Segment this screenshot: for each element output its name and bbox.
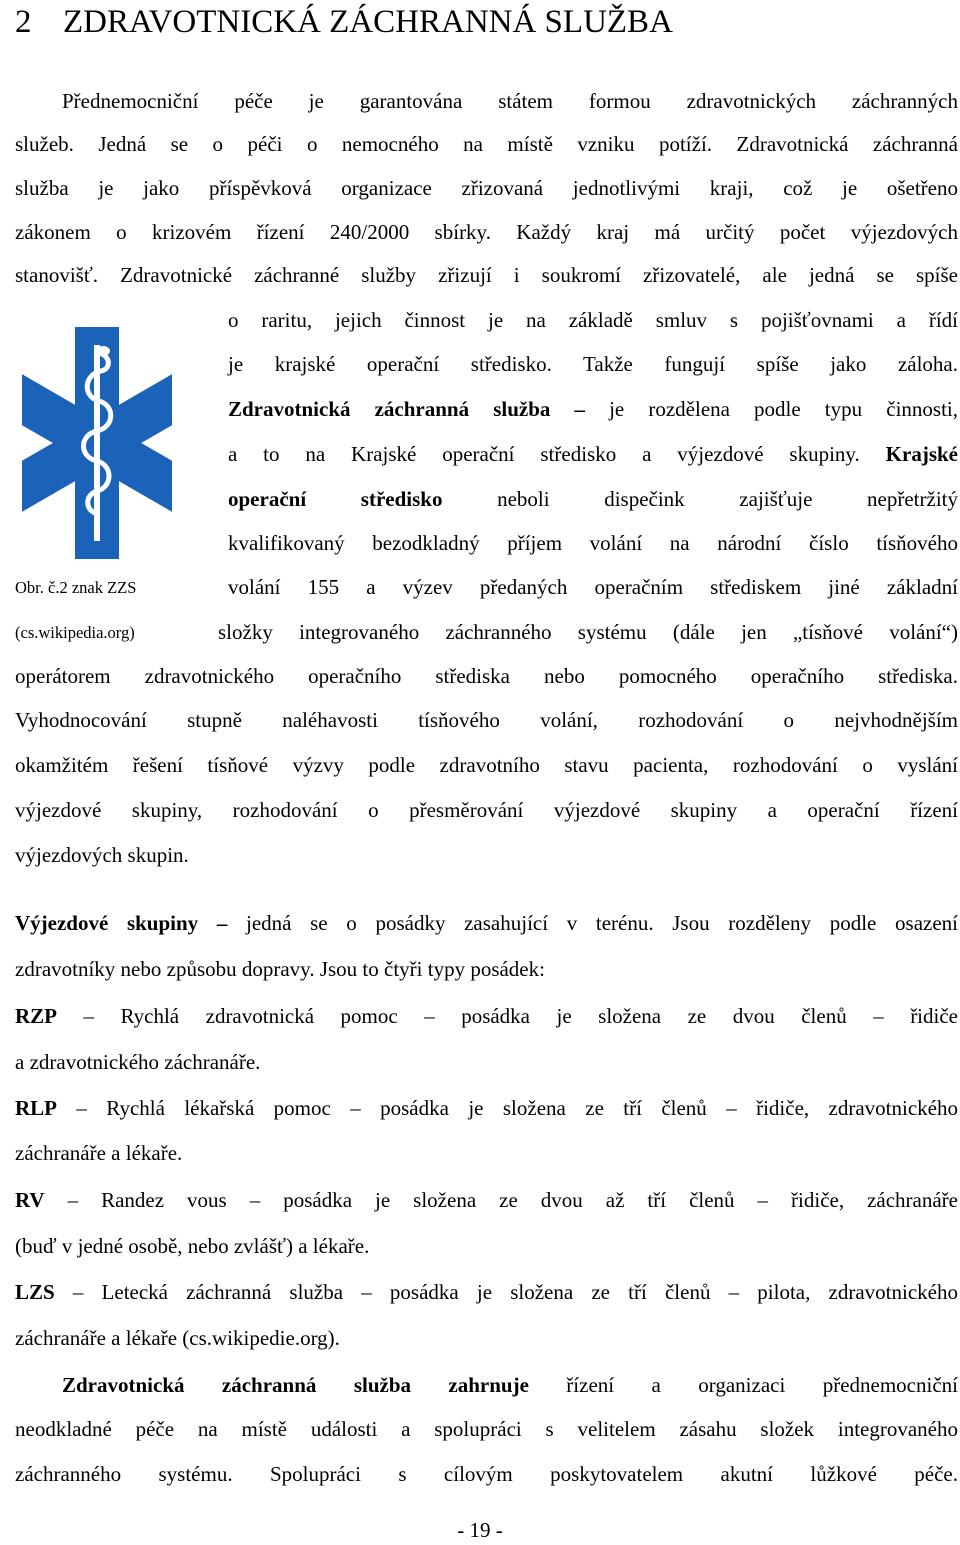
chapter-title: ZDRAVOTNICKÁ ZÁCHRANNÁ SLUŽBA	[63, 4, 673, 40]
para1-line-3: služba je jako příspěvková organizace zřizovaná jednotlivými kraji, což je ošetřeno	[15, 176, 958, 200]
groups-term: Výjezdové skupiny –	[15, 911, 228, 935]
chapter-heading	[15, 2, 673, 42]
page-number: - 19 -	[457, 1518, 503, 1542]
para1-line-5: stanovišť. Zdravotnické záchranné služby zřizují i soukromí zřizovatelé, ale jedná se spíše	[15, 263, 958, 287]
para1-line-15: Vyhodnocování stupně naléhavosti tísňového volání, rozhodování o nejvhodnějším	[15, 708, 958, 732]
star-of-life-icon	[22, 318, 172, 568]
para1-line-12: volání 155 a výzev předaných operačním střediskem jiné základní	[228, 575, 958, 599]
closing-term: Zdravotnická záchranná služba zahrnuje	[62, 1373, 529, 1397]
rzp-line-1: RZP – Rychlá zdravotnická pomoc – posádka je složena ze dvou členů – řidiče	[15, 1004, 958, 1028]
chapter-number: 2	[15, 4, 32, 40]
rlp-line-2: záchranáře a lékaře.	[15, 1141, 183, 1165]
rv-abbrev: RV	[15, 1188, 45, 1212]
kos-term-part1: Krajské	[885, 442, 958, 466]
para1-line-1: Přednemocniční péče je garantována státem formou zdravotnických záchranných	[62, 89, 958, 113]
rzp-abbrev: RZP	[15, 1004, 57, 1028]
para1-line-9: a to na Krajské operační středisko a výjezdové skupiny. Krajské	[228, 442, 958, 466]
zzs-term: Zdravotnická záchranná služba –	[228, 397, 585, 421]
para1-line-17: výjezdové skupiny, rozhodování o přesměrování výjezdové skupiny a operační řízení	[15, 798, 958, 822]
lzs-line-2: záchranáře a lékaře (cs.wikipedie.org).	[15, 1326, 340, 1350]
rv-line-1: RV – Randez vous – posádka je složena ze dvou až tří členů – řidiče, záchranáře	[15, 1188, 958, 1212]
para1-line-14: operátorem zdravotnického operačního střediska nebo pomocného operačního střediska.	[15, 664, 958, 688]
para1-line-8: Zdravotnická záchranná služba – je rozdělena podle typu činnosti,	[228, 397, 958, 421]
para1-line-16: okamžitém řešení tísňové výzvy podle zdravotního stavu pacienta, rozhodování o vyslání	[15, 753, 958, 777]
para1-line-13: složky integrovaného záchranného systému (dále jen „tísňové volání“)	[218, 620, 958, 644]
figure-caption-2: (cs.wikipedia.org)	[15, 623, 135, 642]
closing-line-3: záchranného systému. Spolupráci s cílovým poskytovatelem akutní lůžkové péče.	[15, 1462, 958, 1486]
figure-caption-1: Obr. č.2 znak ZZS	[15, 578, 137, 597]
para1-line-2: služeb. Jedná se o péči o nemocného na místě vzniku potíží. Zdravotnická záchranná	[15, 132, 958, 156]
para1-line-7: je krajské operační středisko. Takže fungují spíše jako záloha.	[228, 352, 958, 376]
para1-line-10: operační středisko neboli dispečink zajišťuje nepřetržitý	[228, 487, 958, 511]
closing-line-1: Zdravotnická záchranná služba zahrnuje řízení a organizaci přednemocniční	[62, 1373, 958, 1397]
para1-line-4: zákonem o krizovém řízení 240/2000 sbírky. Každý kraj má určitý počet výjezdových	[15, 220, 958, 244]
rlp-abbrev: RLP	[15, 1096, 57, 1120]
para1-line-18: výjezdových skupin.	[15, 843, 189, 867]
closing-line-2: neodkladné péče na místě události a spolupráci s velitelem zásahu složek integrovaného	[15, 1417, 958, 1441]
groups-intro-line-1: Výjezdové skupiny – jedná se o posádky zasahující v terénu. Jsou rozděleny podle osazení	[15, 911, 958, 935]
groups-intro-line-2: zdravotníky nebo způsobu dopravy. Jsou to čtyři typy posádek:	[15, 957, 545, 981]
rv-line-2: (buď v jedné osobě, nebo zvlášť) a lékaře.	[15, 1234, 370, 1258]
rzp-line-2: a zdravotnického záchranáře.	[15, 1050, 261, 1074]
lzs-abbrev: LZS	[15, 1280, 55, 1304]
lzs-line-1: LZS – Letecká záchranná služba – posádka je složena ze tří členů – pilota, zdravotnického	[15, 1280, 958, 1304]
rlp-line-1: RLP – Rychlá lékařská pomoc – posádka je složena ze tří členů – řidiče, zdravotnického	[15, 1096, 958, 1120]
para1-line-6: o raritu, jejich činnost je na základě smluv s pojišťovnami a řídí	[228, 308, 958, 332]
kos-term-part2: operační středisko	[228, 487, 443, 511]
para1-line-11: kvalifikovaný bezodkladný příjem volání na národní číslo tísňového	[228, 531, 958, 555]
